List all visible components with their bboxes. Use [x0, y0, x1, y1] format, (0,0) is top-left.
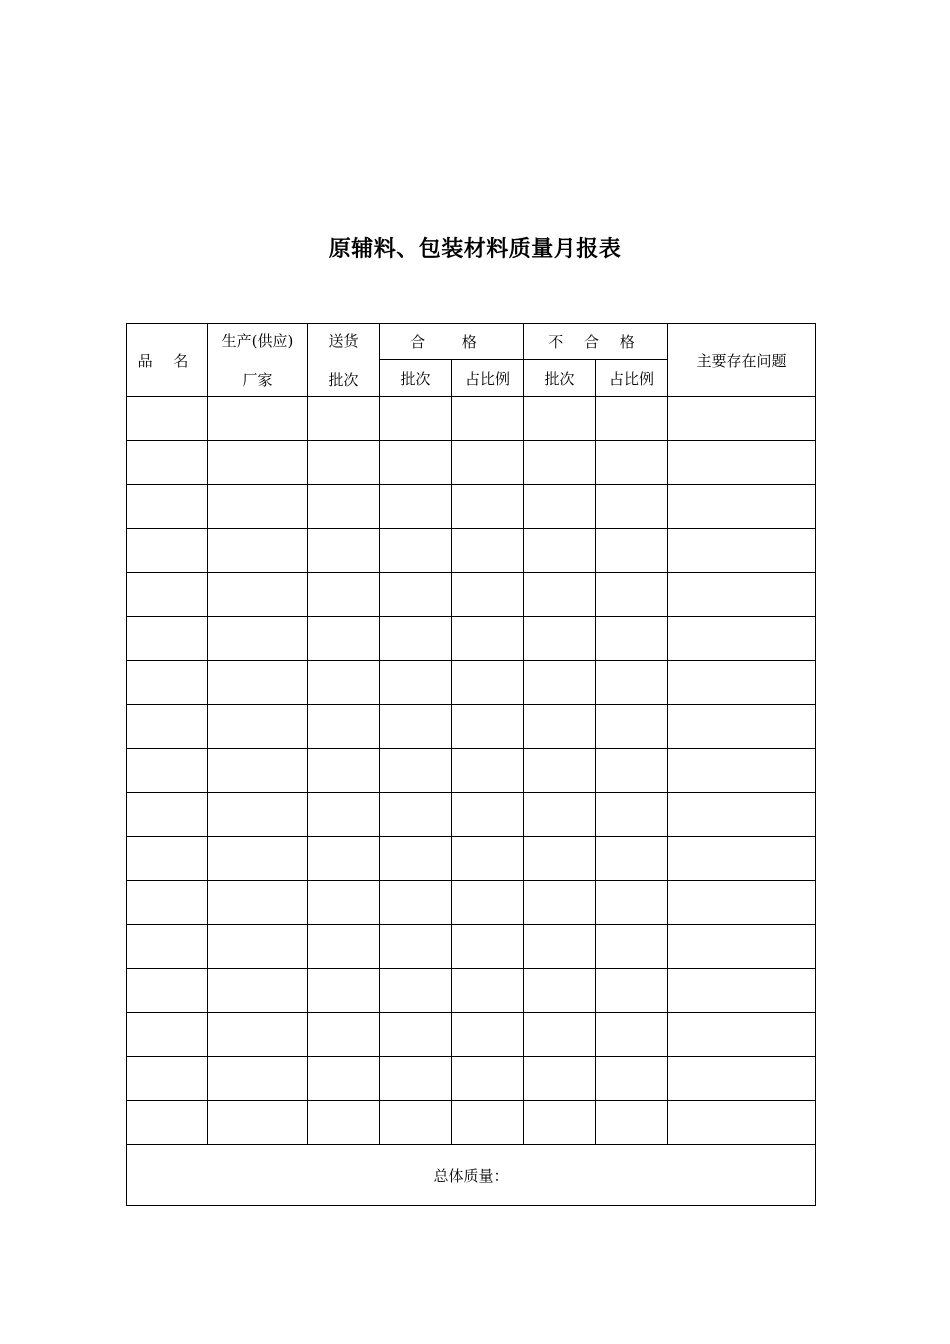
table-cell[interactable] — [668, 617, 816, 661]
table-cell[interactable] — [127, 441, 208, 485]
table-cell[interactable] — [208, 617, 308, 661]
table-cell[interactable] — [452, 1101, 524, 1145]
header-manufacturer — [208, 324, 308, 397]
table-cell[interactable] — [668, 793, 816, 837]
table-row — [127, 529, 816, 573]
table-cell[interactable] — [308, 705, 380, 749]
table-cell[interactable] — [208, 705, 308, 749]
table-cell[interactable] — [668, 969, 816, 1013]
table-cell[interactable] — [524, 881, 596, 925]
table-row — [127, 397, 816, 441]
table-cell[interactable] — [452, 1013, 524, 1057]
table-cell[interactable] — [452, 881, 524, 925]
table-cell[interactable] — [308, 837, 380, 881]
table-cell[interactable] — [596, 397, 668, 441]
header-delivery-line2: 批次 — [328, 371, 359, 389]
table-cell[interactable] — [668, 837, 816, 881]
header-qualified-ratio: 占比例 — [452, 360, 524, 397]
header-qualified-batches: 批次 — [380, 360, 452, 397]
table-cell[interactable] — [380, 705, 452, 749]
table-cell[interactable] — [308, 397, 380, 441]
table-cell[interactable] — [668, 397, 816, 441]
table-cell[interactable] — [524, 837, 596, 881]
table-cell[interactable] — [308, 661, 380, 705]
quality-report-table — [126, 323, 816, 1206]
table-cell[interactable] — [380, 529, 452, 573]
table-cell[interactable] — [208, 441, 308, 485]
table-row — [127, 837, 816, 881]
table-cell[interactable] — [524, 705, 596, 749]
table-cell[interactable] — [668, 573, 816, 617]
table-cell[interactable] — [127, 573, 208, 617]
table-cell[interactable] — [127, 793, 208, 837]
table-cell[interactable] — [127, 661, 208, 705]
table-cell[interactable] — [524, 925, 596, 969]
header-delivery-line1: 送货 — [328, 332, 359, 350]
table-cell[interactable] — [308, 1057, 380, 1101]
summary-label: 总体质量： — [433, 1166, 509, 1185]
table-cell[interactable] — [308, 617, 380, 661]
table-cell[interactable] — [127, 529, 208, 573]
table-cell[interactable] — [308, 1101, 380, 1145]
table-cell[interactable] — [452, 529, 524, 573]
table-cell[interactable] — [596, 925, 668, 969]
summary-row — [127, 1145, 816, 1206]
table-cell[interactable] — [452, 441, 524, 485]
table-cell[interactable] — [127, 969, 208, 1013]
table-row — [127, 969, 816, 1013]
table-cell[interactable] — [452, 969, 524, 1013]
table-cell[interactable] — [596, 1101, 668, 1145]
header-unqualified-batches: 批次 — [524, 360, 596, 397]
table-cell[interactable] — [596, 749, 668, 793]
header-unqualified: 不 合 格 — [524, 324, 668, 360]
header-product-name: 品 名 — [127, 324, 208, 397]
table-cell[interactable] — [380, 925, 452, 969]
table-cell[interactable] — [208, 1013, 308, 1057]
table-cell[interactable] — [380, 485, 452, 529]
table-cell[interactable] — [452, 793, 524, 837]
table-cell[interactable] — [596, 1057, 668, 1101]
table-cell[interactable] — [596, 485, 668, 529]
table-cell[interactable] — [524, 617, 596, 661]
table-cell[interactable] — [208, 749, 308, 793]
table-row — [127, 1013, 816, 1057]
table-cell[interactable] — [452, 925, 524, 969]
table-cell[interactable] — [668, 1013, 816, 1057]
table-cell[interactable] — [668, 925, 816, 969]
table-cell[interactable] — [127, 1057, 208, 1101]
table-cell[interactable] — [452, 837, 524, 881]
table-cell[interactable] — [524, 1057, 596, 1101]
table-cell[interactable] — [380, 661, 452, 705]
table-cell[interactable] — [380, 837, 452, 881]
table-cell[interactable] — [668, 705, 816, 749]
table-cell[interactable] — [208, 661, 308, 705]
table-cell[interactable] — [127, 617, 208, 661]
table-cell[interactable] — [308, 881, 380, 925]
table-cell[interactable] — [668, 485, 816, 529]
document-title: 原辅料、包装材料质量月报表 — [328, 236, 622, 262]
table-cell[interactable] — [308, 485, 380, 529]
table-cell[interactable] — [524, 529, 596, 573]
table-row — [127, 617, 816, 661]
table-cell[interactable] — [208, 1101, 308, 1145]
table-cell[interactable] — [596, 529, 668, 573]
table-cell[interactable] — [524, 793, 596, 837]
table-cell[interactable] — [596, 793, 668, 837]
table-cell[interactable] — [208, 573, 308, 617]
table-cell[interactable] — [524, 441, 596, 485]
table-cell[interactable] — [208, 925, 308, 969]
table-cell[interactable] — [452, 573, 524, 617]
table-cell[interactable] — [127, 485, 208, 529]
table-cell[interactable] — [452, 1057, 524, 1101]
table-row — [127, 1057, 816, 1101]
table-cell[interactable] — [127, 881, 208, 925]
table-cell[interactable] — [380, 1013, 452, 1057]
table-cell[interactable] — [380, 397, 452, 441]
table-cell[interactable] — [208, 485, 308, 529]
table-cell[interactable] — [452, 617, 524, 661]
table-row — [127, 925, 816, 969]
table-cell[interactable] — [668, 529, 816, 573]
table-row — [127, 441, 816, 485]
table-cell[interactable] — [452, 705, 524, 749]
table-cell[interactable] — [380, 793, 452, 837]
table-cell[interactable] — [380, 441, 452, 485]
table-cell[interactable] — [524, 485, 596, 529]
table-cell[interactable] — [452, 397, 524, 441]
header-main-issues: 主要存在问题 — [668, 324, 816, 397]
table-cell[interactable] — [127, 925, 208, 969]
table-row — [127, 485, 816, 529]
table-cell[interactable] — [524, 1101, 596, 1145]
header-manufacturer-line2: 厂家 — [242, 371, 273, 389]
table-cell[interactable] — [524, 573, 596, 617]
table-cell[interactable] — [208, 969, 308, 1013]
table-cell[interactable] — [668, 749, 816, 793]
table-row — [127, 749, 816, 793]
header-qualified: 合 格 — [380, 324, 524, 360]
table-row — [127, 705, 816, 749]
table-cell[interactable] — [380, 617, 452, 661]
summary-cell[interactable] — [127, 1145, 816, 1206]
table-cell[interactable] — [127, 705, 208, 749]
table-cell[interactable] — [308, 529, 380, 573]
table-cell[interactable] — [596, 705, 668, 749]
table-cell[interactable] — [308, 749, 380, 793]
table-cell[interactable] — [208, 881, 308, 925]
table-cell[interactable] — [596, 661, 668, 705]
table-cell[interactable] — [380, 749, 452, 793]
table-cell[interactable] — [208, 793, 308, 837]
header-unqualified-ratio: 占比例 — [596, 360, 668, 397]
table-cell[interactable] — [596, 1013, 668, 1057]
table-cell[interactable] — [380, 1057, 452, 1101]
table-cell[interactable] — [668, 441, 816, 485]
table-cell[interactable] — [308, 793, 380, 837]
table-cell[interactable] — [208, 837, 308, 881]
header-manufacturer-line1: 生产(供应) — [221, 332, 294, 350]
header-delivery-batches — [308, 324, 380, 397]
table-row — [127, 881, 816, 925]
table-cell[interactable] — [308, 925, 380, 969]
table-cell[interactable] — [524, 969, 596, 1013]
table-row — [127, 573, 816, 617]
table-row — [127, 661, 816, 705]
table-cell[interactable] — [208, 529, 308, 573]
table-row — [127, 1101, 816, 1145]
table-cell[interactable] — [380, 573, 452, 617]
table-cell[interactable] — [308, 1013, 380, 1057]
table-row — [127, 793, 816, 837]
table-cell[interactable] — [524, 661, 596, 705]
table-cell[interactable] — [524, 397, 596, 441]
table-cell[interactable] — [596, 969, 668, 1013]
table-cell[interactable] — [208, 1057, 308, 1101]
table-cell[interactable] — [380, 1101, 452, 1145]
table-cell[interactable] — [380, 881, 452, 925]
header-row-top — [127, 324, 816, 360]
table-cell[interactable] — [668, 881, 816, 925]
table-cell[interactable] — [127, 1013, 208, 1057]
table-cell[interactable] — [308, 573, 380, 617]
table-cell[interactable] — [208, 397, 308, 441]
table-cell[interactable] — [596, 617, 668, 661]
table-cell[interactable] — [127, 837, 208, 881]
table-cell[interactable] — [596, 441, 668, 485]
table-cell[interactable] — [668, 661, 816, 705]
table-cell[interactable] — [668, 1057, 816, 1101]
table-cell[interactable] — [524, 749, 596, 793]
table-cell[interactable] — [596, 881, 668, 925]
table-cell[interactable] — [596, 837, 668, 881]
table-cell[interactable] — [596, 573, 668, 617]
table-cell[interactable] — [127, 749, 208, 793]
table-cell[interactable] — [452, 661, 524, 705]
table-cell[interactable] — [452, 485, 524, 529]
table-cell[interactable] — [308, 441, 380, 485]
table-cell[interactable] — [452, 749, 524, 793]
table-cell[interactable] — [524, 1013, 596, 1057]
table-cell[interactable] — [127, 1101, 208, 1145]
table-cell[interactable] — [380, 969, 452, 1013]
table-cell[interactable] — [127, 397, 208, 441]
table-cell[interactable] — [308, 969, 380, 1013]
table-cell[interactable] — [668, 1101, 816, 1145]
